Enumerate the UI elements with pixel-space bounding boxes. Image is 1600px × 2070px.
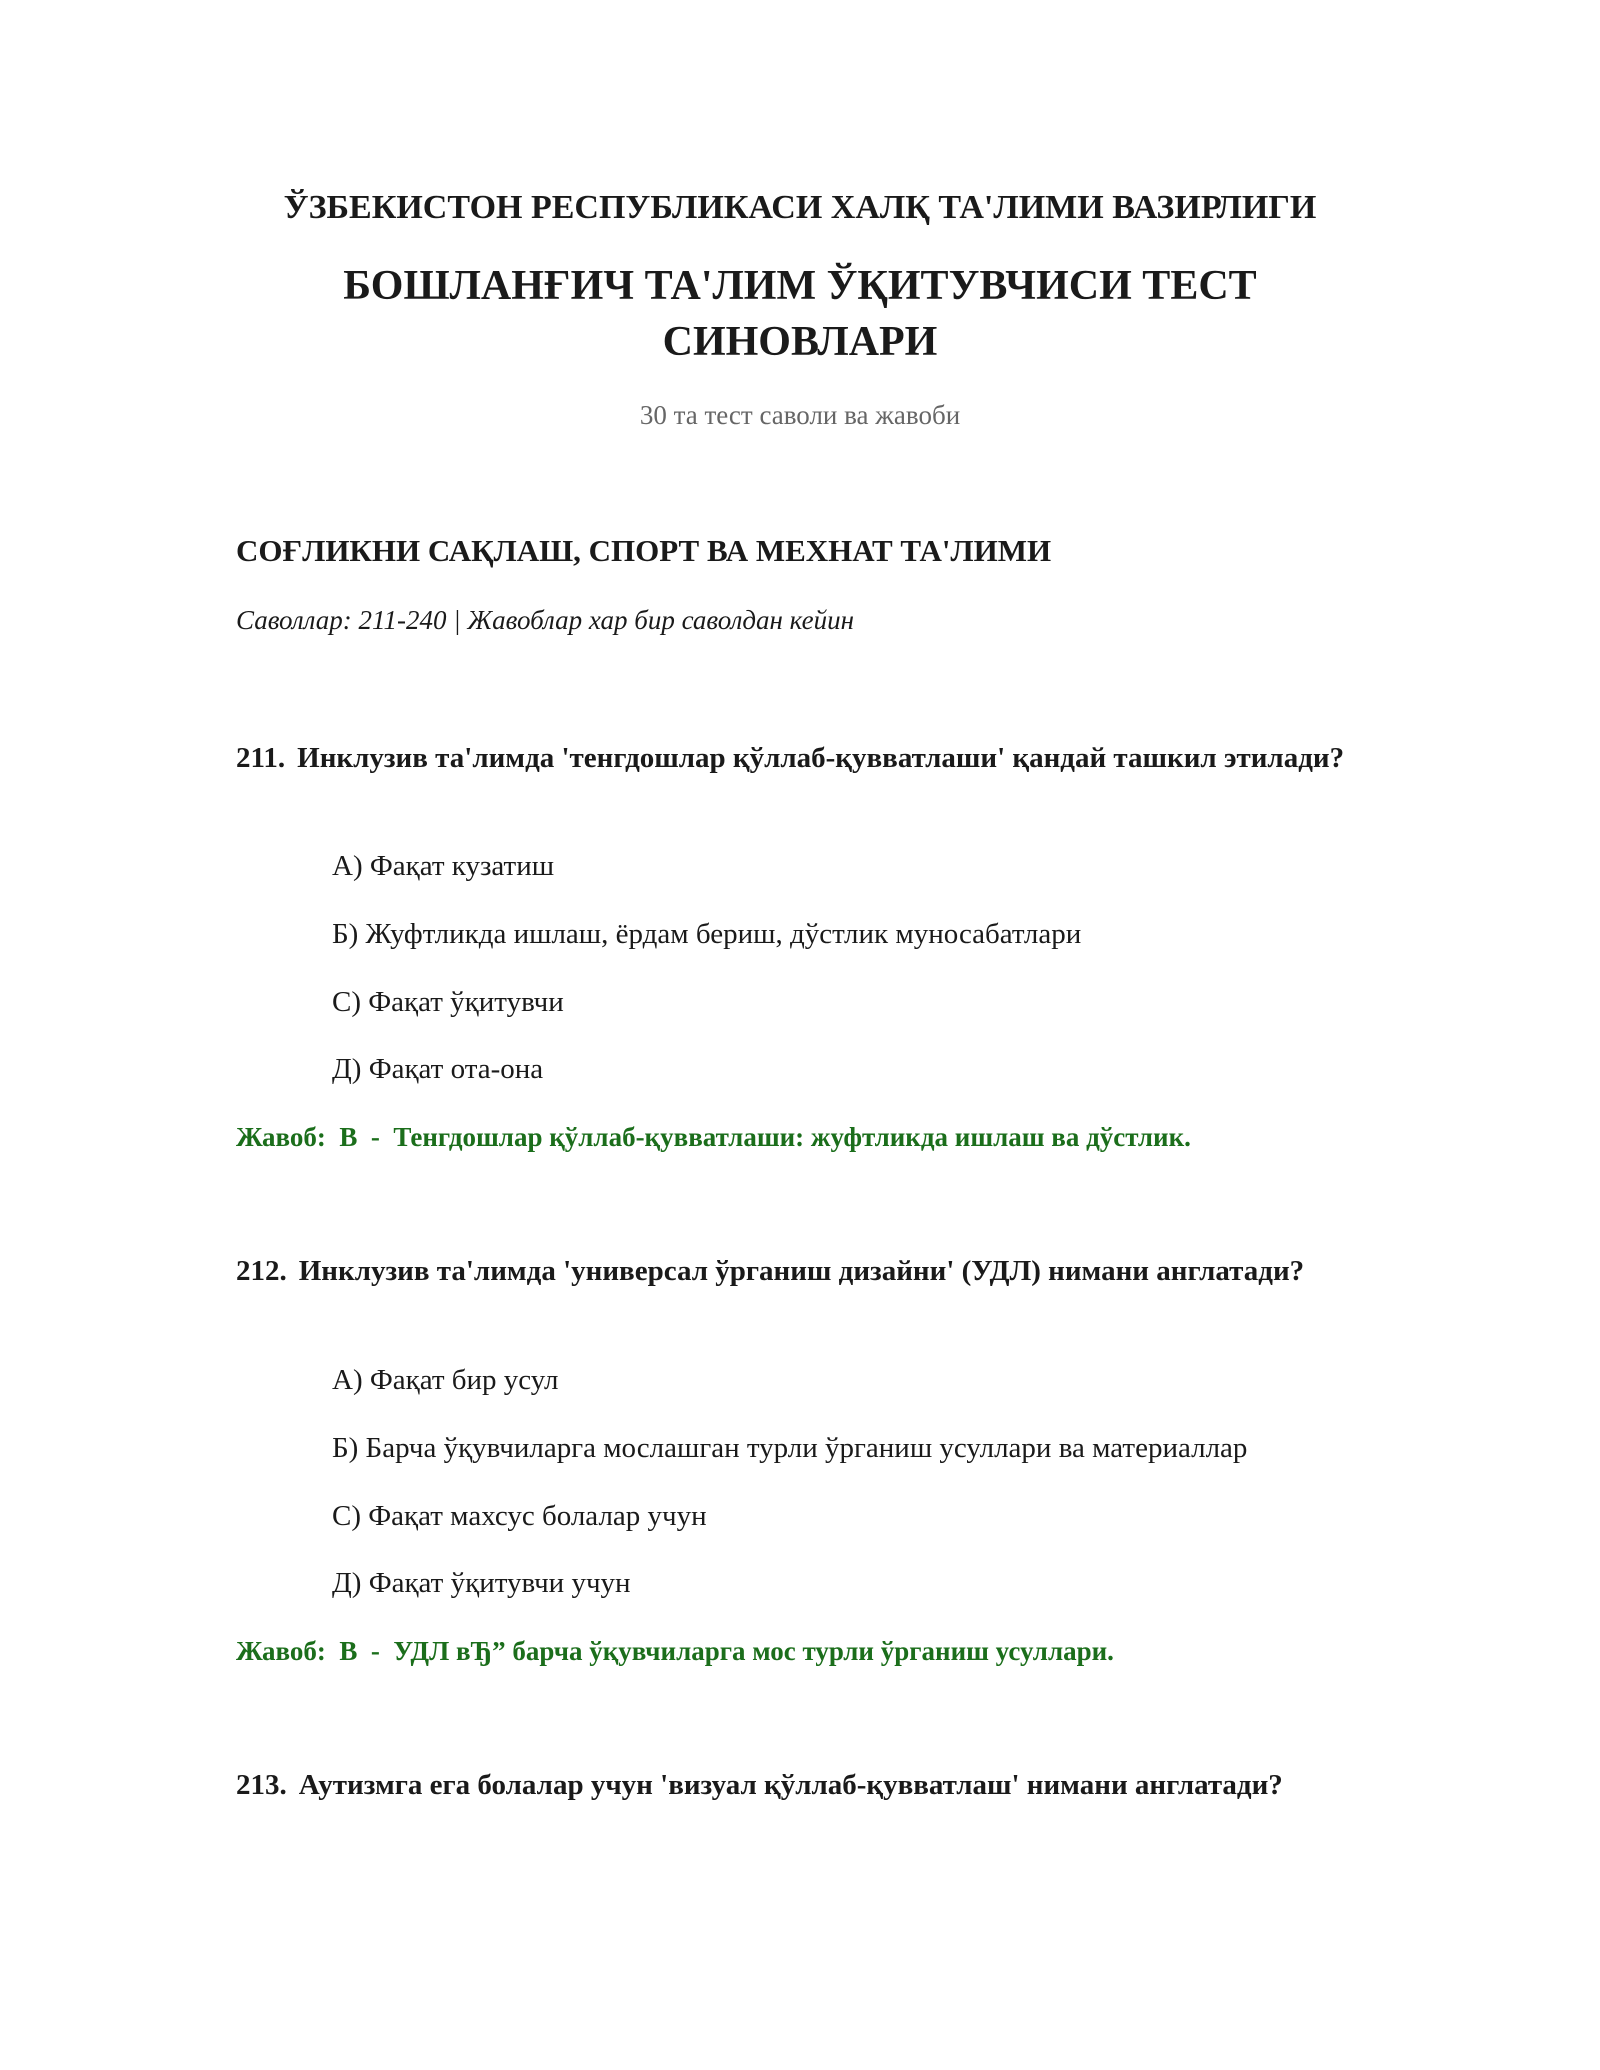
- question-213: [236, 1764, 1356, 1806]
- question-number: 213.: [236, 1769, 287, 1801]
- question-text: Аутизмга ега болалар учун 'визуал қўллаб-қувватлаш' нимани англатади?: [298, 1769, 1283, 1801]
- answer-212: Жавоб: В - УДЛ вЂ” барча ўқувчиларга мос турли ўрганиш усуллари.: [236, 1636, 1114, 1666]
- question-text: Инклузив та'лимда 'универсал ўрганиш дизайни' (УДЛ) нимани англатади?: [298, 1255, 1305, 1287]
- option-c: С) Фақат ўқитувчи: [332, 986, 564, 1018]
- answer-211: Жавоб: В - Тенгдошлар қўллаб-қувватлаши: жуфтликда ишлаш ва дўстлик.: [236, 1122, 1191, 1152]
- section-info: Саволлар: 211-240 | Жавоблар хар бир саволдан кейин: [236, 605, 855, 635]
- question-number: 212.: [236, 1255, 287, 1287]
- option-b: Б) Жуфтликда ишлаш, ёрдам бериш, дўстлик муносабатлари: [332, 918, 1082, 950]
- option-a: А) Фақат кузатиш: [332, 850, 555, 882]
- ministry-heading: ЎЗБЕКИСТОН РЕСПУБЛИКАСИ ХАЛҚ ТА'ЛИМИ ВАЗИРЛИГИ: [283, 189, 1317, 226]
- option-d: Д) Фақат ота-она: [332, 1053, 544, 1085]
- option-a: А) Фақат бир усул: [332, 1364, 559, 1396]
- section-title: СОҒЛИКНИ САҚЛАШ, СПОРТ ВА МЕХНАТ ТА'ЛИМИ: [236, 533, 1052, 568]
- question-212: [236, 1250, 1356, 1292]
- question-211: [236, 737, 1356, 779]
- document-subtitle: 30 та тест саволи ва жавоби: [639, 400, 961, 430]
- document-title: БОШЛАНҒИЧ ТА'ЛИМ ЎҚИТУВЧИСИ ТЕСТ СИНОВЛАРИ: [343, 263, 1257, 365]
- question-number: 211.: [236, 742, 286, 774]
- option-b: Б) Барча ўқувчиларга мослашган турли ўрганиш усуллари ва материаллар: [332, 1432, 1248, 1464]
- option-c: С) Фақат махсус болалар учун: [332, 1500, 707, 1532]
- question-text: Инклузив та'лимда 'тенгдошлар қўллаб-қувватлаши' қандай ташкил этилади?: [297, 742, 1345, 774]
- option-d: Д) Фақат ўқитувчи учун: [332, 1567, 631, 1599]
